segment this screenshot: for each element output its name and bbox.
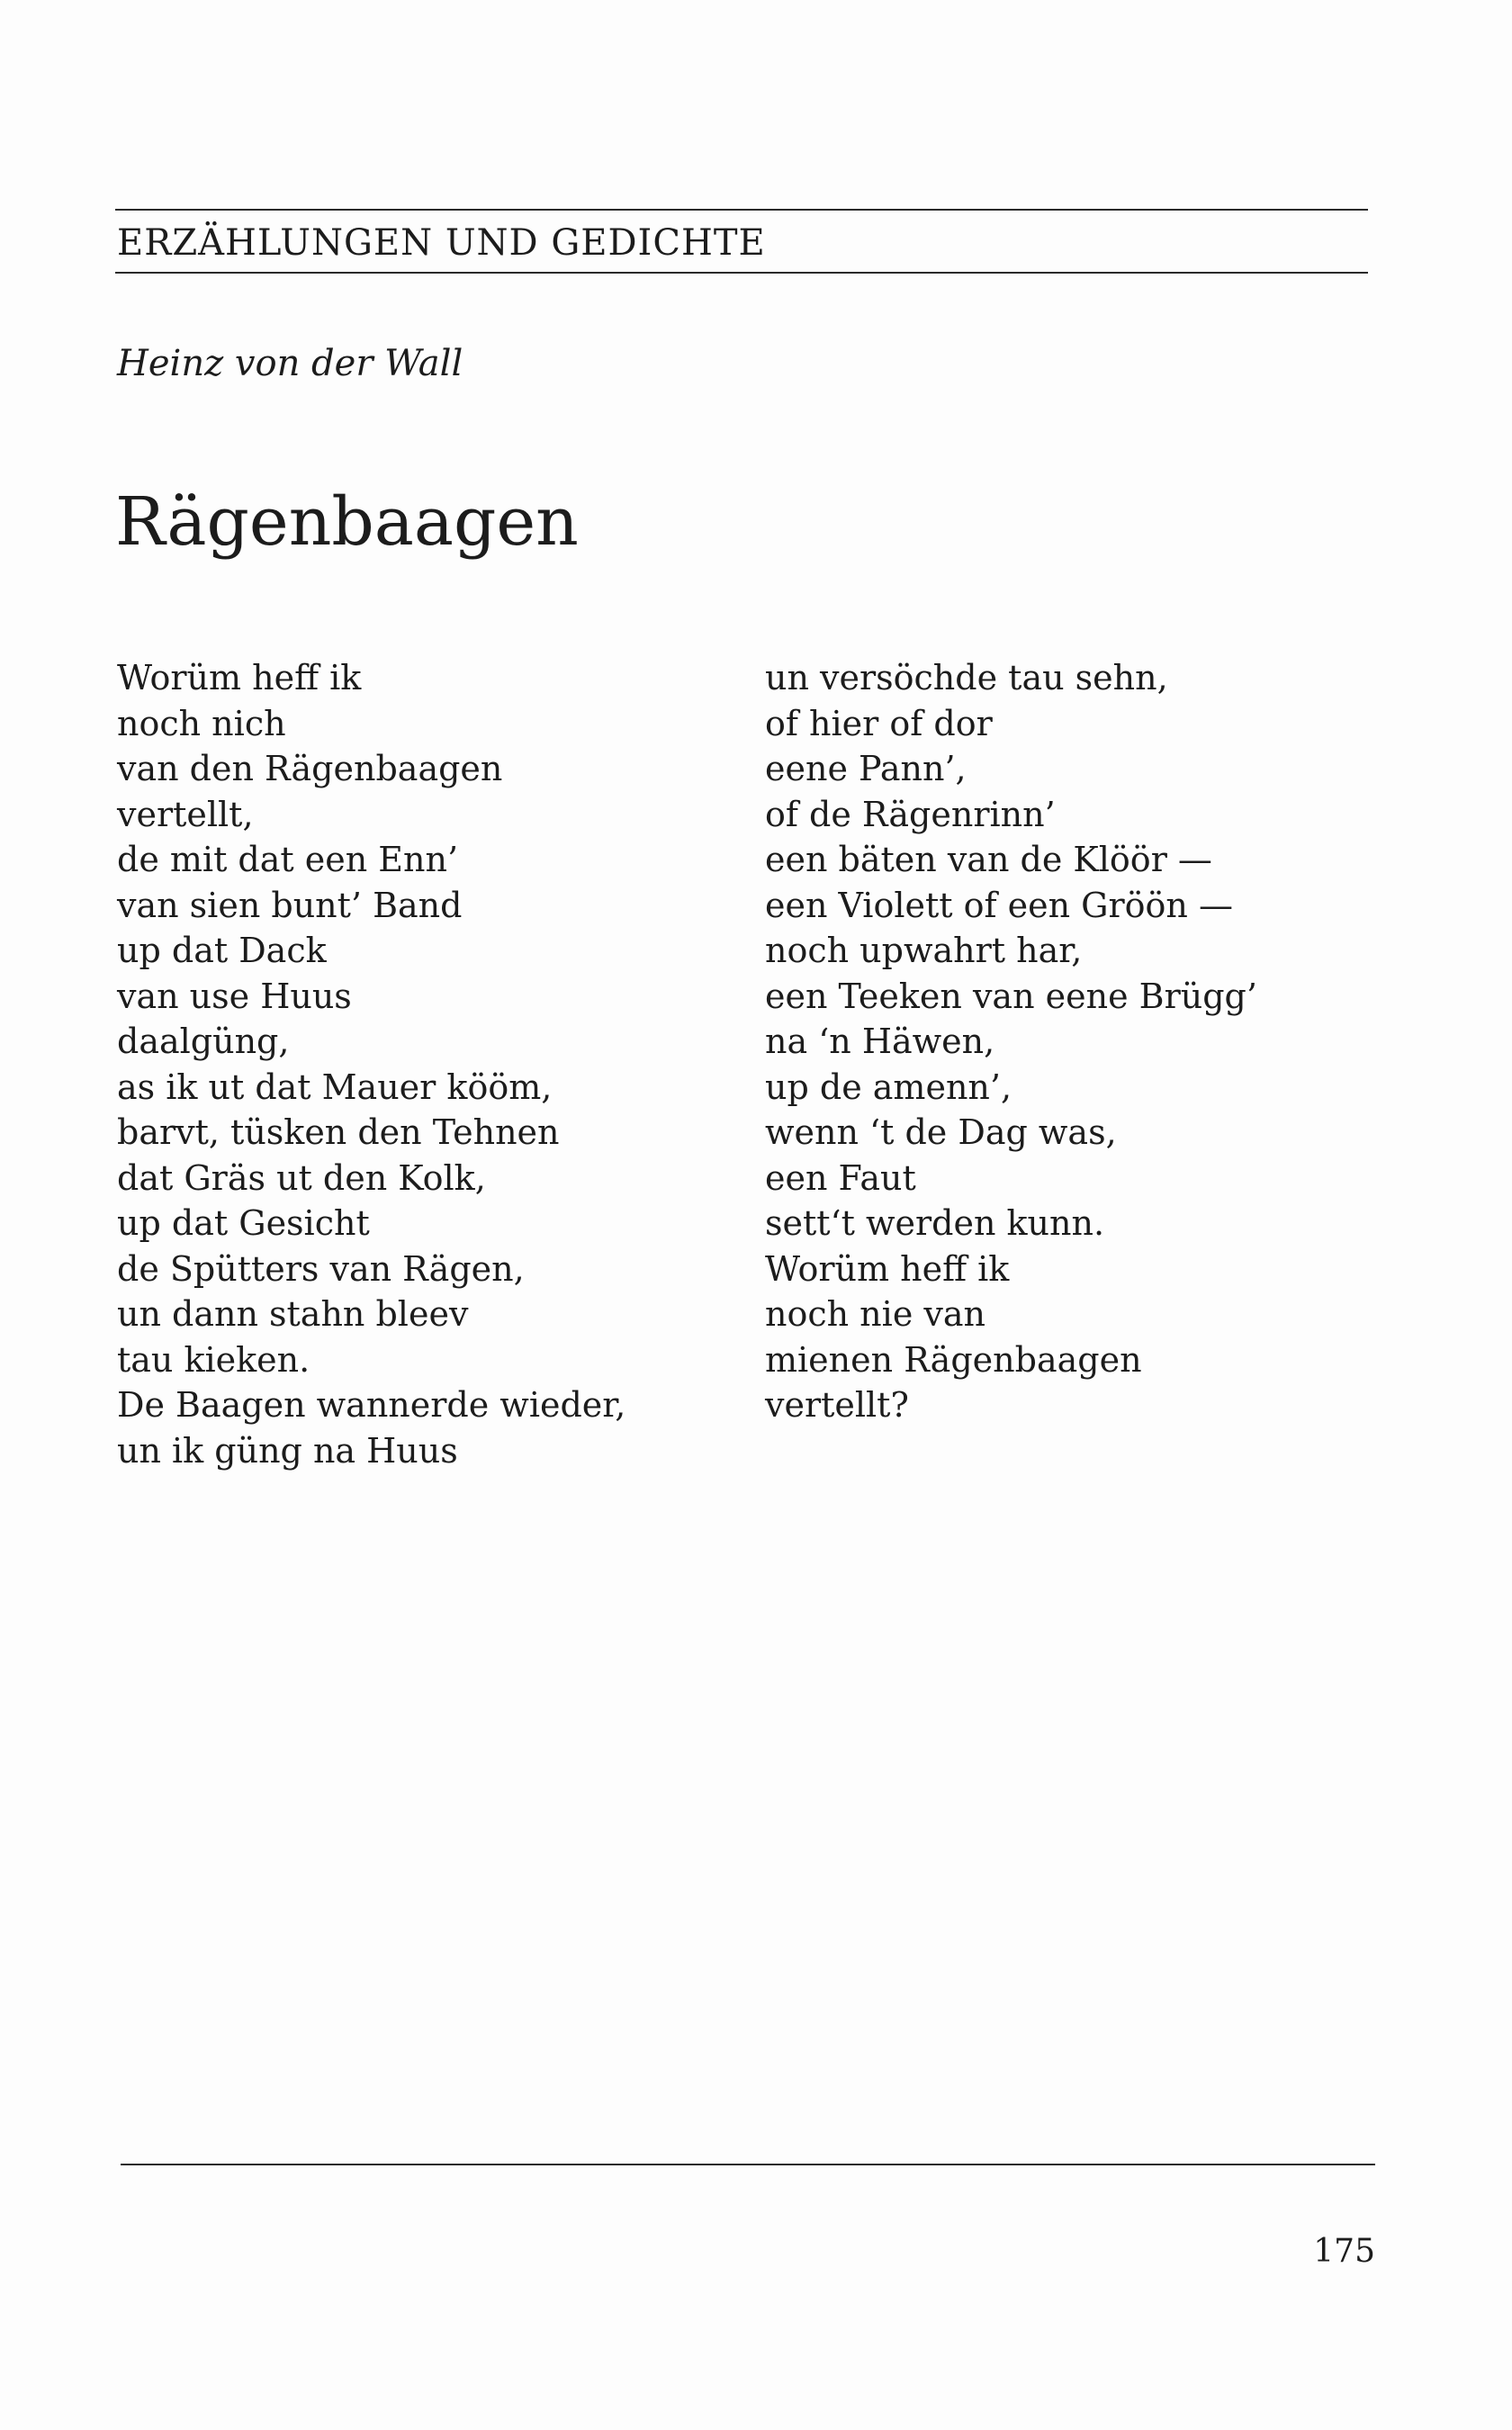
- footer-rule: [121, 2164, 1375, 2165]
- poem-line: de Spütters van Rägen,: [117, 1248, 525, 1289]
- poem-line: de mit dat een Enn’: [117, 840, 459, 879]
- header-rule-bottom: [115, 272, 1368, 274]
- poem-line: na ‘n Häwen,: [765, 1022, 995, 1061]
- poem-line: Worüm heff ik: [117, 658, 362, 698]
- poem-line: een Violett of een Gröön —: [765, 885, 1233, 925]
- poem-line: up de amenn’,: [765, 1066, 1012, 1107]
- poem-line: een Faut: [765, 1157, 916, 1198]
- poem-line: daalgüng,: [117, 1022, 290, 1061]
- poem-line: van sien bunt’ Band: [117, 885, 463, 925]
- poem-line: van use Huus: [117, 976, 352, 1016]
- poem-line: of de Rägenrinn’: [765, 794, 1056, 834]
- header-rule-top: [115, 209, 1368, 211]
- poem-column-left: [117, 655, 711, 1473]
- poem-line: vertellt,: [117, 794, 254, 834]
- section-heading: ERZÄHLUNGEN UND GEDICHTE: [117, 222, 766, 264]
- author-name: Heinz von der Wall: [117, 343, 464, 384]
- poem-line: up dat Gesicht: [117, 1203, 370, 1243]
- poem-column-right: [765, 655, 1368, 1428]
- poem-line: een Teeken van eene Brügg’: [765, 976, 1257, 1016]
- poem-line: noch nich: [117, 703, 286, 743]
- poem-line: dat Gräs ut den Kolk,: [117, 1157, 486, 1198]
- poem-line: van den Rägenbaagen: [117, 749, 503, 788]
- poem-line: un ik güng na Huus: [117, 1430, 458, 1471]
- poem-line: un dann stahn bleev: [117, 1294, 469, 1334]
- poem-line: Worüm heff ik: [765, 1248, 1010, 1289]
- poem-line: noch nie van: [765, 1294, 986, 1334]
- poem-line: un versöchde tau sehn,: [765, 658, 1168, 698]
- poem-line: barvt, tüsken den Tehnen: [117, 1112, 560, 1152]
- poem-line: noch upwahrt har,: [765, 931, 1083, 970]
- poem-line: up dat Dack: [117, 931, 327, 970]
- poem-line: mienen Rägenbaagen: [765, 1339, 1142, 1380]
- poem-title: Rägenbaagen: [115, 483, 579, 561]
- poem-line: as ik ut dat Mauer kööm,: [117, 1066, 553, 1107]
- poem-line: tau kieken.: [117, 1339, 310, 1380]
- poem-line: vertellt?: [765, 1385, 909, 1425]
- poem-line: De Baagen wannerde wieder,: [117, 1385, 626, 1425]
- poem-line: of hier of dor: [765, 703, 993, 743]
- poem-line: wenn ‘t de Dag was,: [765, 1112, 1117, 1152]
- poem-line: sett‘t werden kunn.: [765, 1203, 1105, 1243]
- poem-line: eene Pann’,: [765, 749, 967, 788]
- page-number: 175: [1313, 2233, 1375, 2270]
- poem-line: een bäten van de Klöör —: [765, 840, 1212, 879]
